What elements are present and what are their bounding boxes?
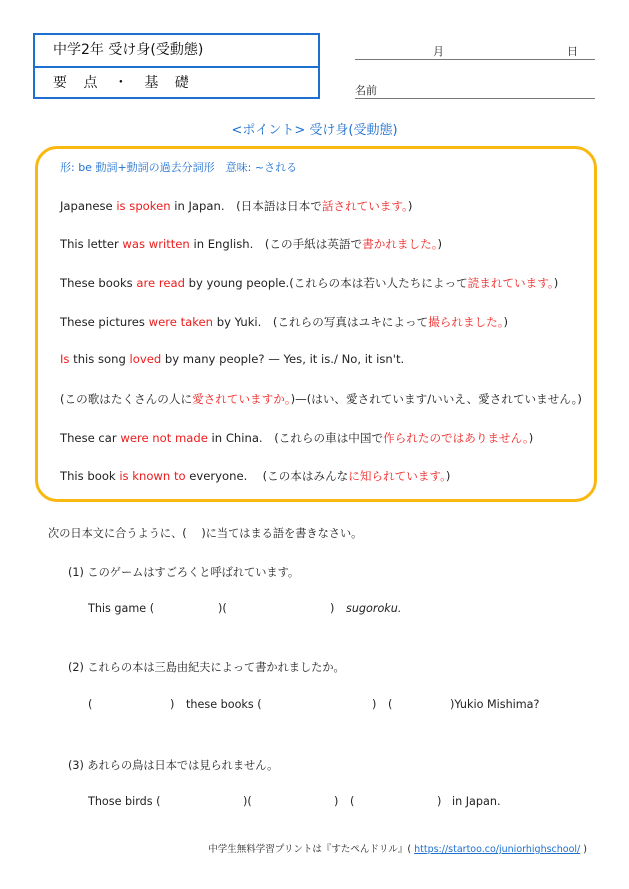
q3-blank-2-close[interactable]: ) — [334, 795, 339, 808]
sentence-text: in Japan. (日本語は日本で — [170, 199, 322, 213]
sentence-text: ) — [445, 469, 451, 483]
sentence-text: Japanese — [60, 199, 117, 213]
example-sentence — [60, 430, 533, 446]
footer-close: ) — [583, 844, 587, 855]
q2-blank-3-open[interactable]: ( — [388, 698, 393, 711]
example-sentence — [60, 275, 558, 291]
q2-text-end: )Yukio Mishima? — [450, 698, 540, 711]
sentence-text: ) — [437, 237, 443, 251]
day-label: 日 — [567, 45, 578, 58]
q3-text: Those birds ( — [88, 795, 161, 808]
sentence-text: ) — [553, 276, 559, 290]
highlighted-phrase: is known to — [119, 469, 186, 483]
sentence-text: ) — [528, 431, 534, 445]
sentence-text: These car — [60, 431, 121, 445]
question-2-prompt: (2) これらの本は三島由紀夫によって書かれましたか。 — [68, 661, 345, 674]
highlighted-phrase: に知られています。 — [348, 469, 446, 483]
highlighted-phrase: 作られたのではありません。 — [383, 431, 529, 445]
example-sentence — [60, 468, 450, 484]
example-sentence — [60, 352, 404, 366]
q1-blank-2[interactable]: ) — [330, 602, 335, 615]
sentence-text: )—(はい、愛されています/いいえ、愛されていません。) — [290, 392, 582, 406]
month-label: 月 — [433, 45, 444, 58]
highlighted-phrase: Is — [60, 352, 70, 366]
name-label: 名前 — [355, 84, 377, 97]
example-sentence — [60, 198, 412, 214]
sentence-text: this song — [69, 352, 130, 366]
sentence-text: These pictures — [60, 315, 149, 329]
worksheet-subtitle: 要 点 ・ 基 礎 — [35, 66, 318, 97]
q3-blank-3-close[interactable]: ) — [437, 795, 442, 808]
q2-text: these books ( — [186, 698, 262, 711]
highlighted-phrase: loved — [129, 352, 162, 366]
question-1-prompt: (1) このゲームはすごろくと呼ばれています。 — [68, 566, 300, 579]
highlighted-phrase: 撮られました。 — [428, 315, 504, 329]
q2-blank-1-close[interactable]: ) — [170, 698, 175, 711]
sentence-text: ) — [407, 199, 413, 213]
example-sentence — [60, 391, 582, 407]
highlighted-phrase: 書かれました。 — [362, 237, 438, 251]
sentence-text: by Yuki. (これらの写真はユキによって — [213, 315, 429, 329]
sentence-text: everyone. (この本はみんな — [185, 469, 349, 483]
highlighted-phrase: 愛されていますか。 — [192, 392, 291, 406]
sentence-text: These books — [60, 276, 137, 290]
highlighted-phrase: were not made — [120, 431, 208, 445]
q1-text-end: sugoroku. — [346, 602, 402, 615]
q3-blank-3-open[interactable]: ( — [350, 795, 355, 808]
q3-blank-1[interactable]: )( — [243, 795, 252, 808]
sentence-text: by many people? — Yes, it is./ No, it isn't. — [161, 352, 405, 366]
highlighted-phrase: was written — [122, 237, 190, 251]
sentence-text: in English. (この手紙は英語で — [189, 237, 363, 251]
footer — [208, 841, 587, 855]
name-line[interactable] — [355, 82, 595, 99]
sentence-text: This book — [60, 469, 120, 483]
sentence-text: This letter — [60, 237, 123, 251]
worksheet-title: 中学2年 受け身(受動態) — [53, 42, 204, 58]
highlighted-phrase: 話されています。 — [321, 199, 408, 213]
q2-blank-2-close[interactable]: ) — [372, 698, 377, 711]
form-line: 形: be 動詞+動詞の過去分詞形 意味: ~される — [60, 161, 298, 174]
highlighted-phrase: 読まれています。 — [467, 276, 554, 290]
date-line[interactable] — [355, 43, 595, 60]
instruction: 次の日本文に合うように、( )に当てはまる語を書きなさい。 — [48, 527, 363, 540]
q1-blank-1[interactable]: )( — [218, 602, 227, 615]
sentence-text: (この歌はたくさんの人に — [60, 392, 193, 406]
question-3-prompt: (3) あれらの鳥は日本では見られません。 — [68, 759, 279, 772]
highlighted-phrase: are read — [136, 276, 185, 290]
example-sentence — [60, 314, 508, 330]
sentence-text: ) — [503, 315, 509, 329]
point-title: <ポイント> 受け身(受動態) — [231, 123, 398, 138]
example-sentence — [60, 236, 442, 252]
sentence-text: by young people.(これらの本は若い人たちによって — [184, 276, 468, 290]
q1-text: This game ( — [88, 602, 155, 615]
q3-text-end: in Japan. — [452, 795, 501, 808]
sentence-text: in China. (これらの車は中国で — [207, 431, 384, 445]
footer-text: 中学生無料学習プリントは『すたぺんドリル』( — [208, 844, 412, 855]
q2-blank-1-open[interactable]: ( — [88, 698, 93, 711]
highlighted-phrase: is spoken — [116, 199, 171, 213]
footer-link[interactable]: https://startoo.co/juniorhighschool/ — [414, 844, 581, 855]
highlighted-phrase: were taken — [148, 315, 214, 329]
title-box — [33, 33, 320, 99]
